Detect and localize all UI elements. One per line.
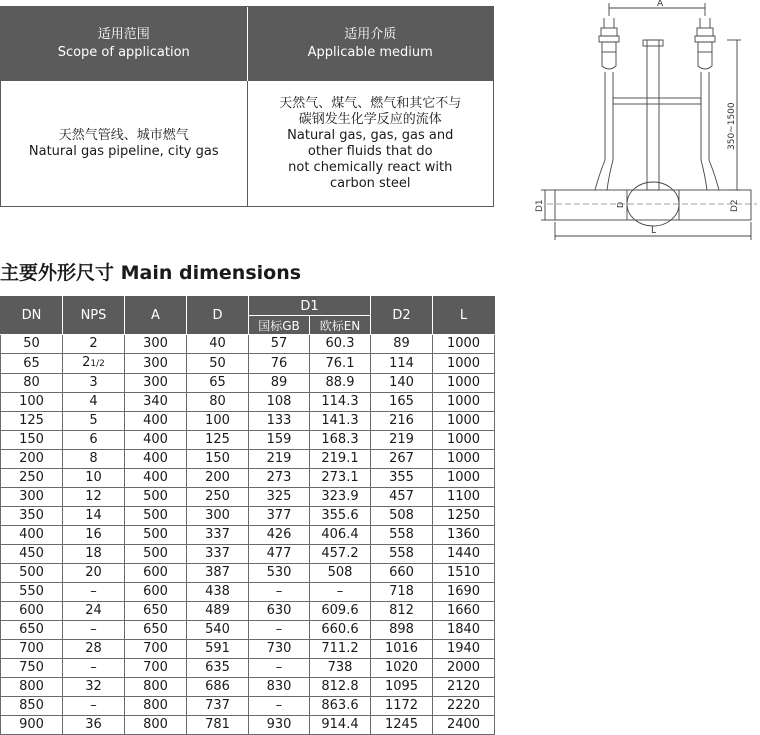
cell-nps: 14 xyxy=(63,507,125,526)
cell-d1-en: 508 xyxy=(310,564,371,583)
cell-dn: 650 xyxy=(1,621,63,640)
cell-d2: 1172 xyxy=(371,697,433,716)
cell-d1-en: 76.1 xyxy=(310,354,371,374)
cell-l: 1000 xyxy=(433,450,495,469)
cell-d2: 114 xyxy=(371,354,433,374)
cell-d1-en: 738 xyxy=(310,659,371,678)
cell-nps: 5 xyxy=(63,412,125,431)
cell-d2: 219 xyxy=(371,431,433,450)
section-title: 主要外形尺寸 Main dimensions xyxy=(0,262,302,284)
application-header-row xyxy=(1,7,493,81)
cell-d: 50 xyxy=(187,354,249,374)
cell-d: 591 xyxy=(187,640,249,659)
cell-nps: 21/2 xyxy=(63,354,125,374)
table-row xyxy=(1,602,495,621)
table-row xyxy=(1,354,495,374)
dim-d2-label: D2 xyxy=(730,199,740,212)
cell-d1-gb: 325 xyxy=(249,488,310,507)
cell-l: 1100 xyxy=(433,488,495,507)
cell-d2: 1095 xyxy=(371,678,433,697)
table-row xyxy=(1,678,495,697)
dim-a-label: A xyxy=(657,0,664,9)
cell-d2: 457 xyxy=(371,488,433,507)
cell-nps: – xyxy=(63,697,125,716)
cell-d1-gb: 730 xyxy=(249,640,310,659)
header-dn: DN xyxy=(1,297,63,335)
cell-d2: 355 xyxy=(371,469,433,488)
cell-d1-gb: 477 xyxy=(249,545,310,564)
cell-d: 100 xyxy=(187,412,249,431)
dimensions-table xyxy=(0,296,495,735)
cell-a: 650 xyxy=(125,602,187,621)
cell-l: 1690 xyxy=(433,583,495,602)
valve-drawing xyxy=(527,0,760,245)
cell-a: 300 xyxy=(125,335,187,354)
cell-d2: 812 xyxy=(371,602,433,621)
cell-l: 2220 xyxy=(433,697,495,716)
cell-a: 800 xyxy=(125,678,187,697)
application-body-row xyxy=(1,81,493,206)
cell-d1-en: 60.3 xyxy=(310,335,371,354)
cell-a: 400 xyxy=(125,431,187,450)
cell-a: 300 xyxy=(125,354,187,374)
table-row xyxy=(1,526,495,545)
cell-dn: 200 xyxy=(1,450,63,469)
header-a: A xyxy=(125,297,187,335)
cell-nps: – xyxy=(63,621,125,640)
cell-dn: 500 xyxy=(1,564,63,583)
table-row xyxy=(1,488,495,507)
cell-a: 700 xyxy=(125,640,187,659)
medium-header xyxy=(247,7,494,81)
cell-l: 2120 xyxy=(433,678,495,697)
cell-d: 387 xyxy=(187,564,249,583)
cell-d2: 558 xyxy=(371,526,433,545)
scope-value-en: Natural gas pipeline, city gas xyxy=(28,143,219,159)
header-d2: D2 xyxy=(371,297,433,335)
cell-d2: 508 xyxy=(371,507,433,526)
table-row xyxy=(1,450,495,469)
dim-range-label: 350~1500 xyxy=(727,102,737,150)
table-row xyxy=(1,545,495,564)
scope-header-cn: 适用范围 xyxy=(97,27,150,42)
medium-value xyxy=(247,81,494,206)
cell-d1-gb: 108 xyxy=(249,393,310,412)
cell-dn: 50 xyxy=(1,335,63,354)
cell-a: 800 xyxy=(125,716,187,735)
cell-d1-en: 273.1 xyxy=(310,469,371,488)
table-row xyxy=(1,659,495,678)
cell-nps: 16 xyxy=(63,526,125,545)
medium-header-en: Applicable medium xyxy=(307,45,433,60)
cell-a: 300 xyxy=(125,374,187,393)
cell-d: 200 xyxy=(187,469,249,488)
table-row xyxy=(1,583,495,602)
cell-nps: 8 xyxy=(63,450,125,469)
cell-dn: 550 xyxy=(1,583,63,602)
scope-value xyxy=(1,81,247,206)
cell-l: 1660 xyxy=(433,602,495,621)
cell-dn: 750 xyxy=(1,659,63,678)
cell-d: 781 xyxy=(187,716,249,735)
cell-nps: 4 xyxy=(63,393,125,412)
cell-dn: 250 xyxy=(1,469,63,488)
cell-d1-gb: 530 xyxy=(249,564,310,583)
cell-l: 1000 xyxy=(433,393,495,412)
cell-dn: 600 xyxy=(1,602,63,621)
cell-d1-en: – xyxy=(310,583,371,602)
header-d1-gb: 国标GB xyxy=(249,316,310,335)
cell-d2: 216 xyxy=(371,412,433,431)
cell-d2: 267 xyxy=(371,450,433,469)
table-row xyxy=(1,374,495,393)
cell-d: 635 xyxy=(187,659,249,678)
cell-dn: 80 xyxy=(1,374,63,393)
table-row xyxy=(1,393,495,412)
cell-d1-gb: – xyxy=(249,583,310,602)
cell-dn: 300 xyxy=(1,488,63,507)
cell-l: 1840 xyxy=(433,621,495,640)
cell-nps: – xyxy=(63,583,125,602)
cell-d1-gb: 630 xyxy=(249,602,310,621)
cell-d2: 140 xyxy=(371,374,433,393)
cell-a: 400 xyxy=(125,450,187,469)
cell-d: 489 xyxy=(187,602,249,621)
cell-l: 1000 xyxy=(433,431,495,450)
scope-header-en: Scope of application xyxy=(57,45,190,60)
scope-value-cn: 天然气管线、城市燃气 xyxy=(58,127,189,143)
cell-d1-en: 406.4 xyxy=(310,526,371,545)
cell-l: 1000 xyxy=(433,335,495,354)
table-row xyxy=(1,431,495,450)
cell-d1-gb: 426 xyxy=(249,526,310,545)
cell-nps: 36 xyxy=(63,716,125,735)
cell-dn: 150 xyxy=(1,431,63,450)
cell-d2: 89 xyxy=(371,335,433,354)
cell-d2: 660 xyxy=(371,564,433,583)
cell-dn: 65 xyxy=(1,354,63,374)
cell-dn: 800 xyxy=(1,678,63,697)
cell-d1-en: 355.6 xyxy=(310,507,371,526)
cell-d: 686 xyxy=(187,678,249,697)
dim-d1-label: D1 xyxy=(535,199,545,212)
cell-nps: 2 xyxy=(63,335,125,354)
header-d1: D1 xyxy=(249,297,371,316)
medium-value-cn-1: 天然气、煤气、燃气和其它不与 xyxy=(279,95,462,111)
cell-a: 500 xyxy=(125,545,187,564)
cell-nps: 32 xyxy=(63,678,125,697)
cell-d2: 165 xyxy=(371,393,433,412)
cell-d1-en: 812.8 xyxy=(310,678,371,697)
cell-d: 737 xyxy=(187,697,249,716)
table-row xyxy=(1,697,495,716)
cell-d1-en: 219.1 xyxy=(310,450,371,469)
table-row xyxy=(1,621,495,640)
scope-header xyxy=(1,7,247,81)
medium-value-en-2: other fluids that do xyxy=(307,143,433,159)
cell-d: 150 xyxy=(187,450,249,469)
cell-l: 1000 xyxy=(433,354,495,374)
cell-l: 1940 xyxy=(433,640,495,659)
cell-nps: – xyxy=(63,659,125,678)
cell-l: 1000 xyxy=(433,469,495,488)
cell-d2: 558 xyxy=(371,545,433,564)
cell-d: 540 xyxy=(187,621,249,640)
cell-d1-en: 323.9 xyxy=(310,488,371,507)
cell-nps: 24 xyxy=(63,602,125,621)
table-row xyxy=(1,640,495,659)
cell-d: 300 xyxy=(187,507,249,526)
medium-value-en-4: carbon steel xyxy=(329,175,411,191)
cell-d1-gb: 76 xyxy=(249,354,310,374)
header-nps: NPS xyxy=(63,297,125,335)
cell-a: 500 xyxy=(125,507,187,526)
cell-d: 65 xyxy=(187,374,249,393)
cell-l: 1250 xyxy=(433,507,495,526)
cell-l: 1000 xyxy=(433,412,495,431)
cell-d1-gb: 89 xyxy=(249,374,310,393)
cell-a: 400 xyxy=(125,412,187,431)
cell-d: 438 xyxy=(187,583,249,602)
cell-d1-gb: 930 xyxy=(249,716,310,735)
cell-d: 40 xyxy=(187,335,249,354)
cell-d: 337 xyxy=(187,526,249,545)
cell-a: 340 xyxy=(125,393,187,412)
cell-d1-en: 660.6 xyxy=(310,621,371,640)
cell-a: 600 xyxy=(125,564,187,583)
cell-d2: 1016 xyxy=(371,640,433,659)
cell-nps: 18 xyxy=(63,545,125,564)
table-row xyxy=(1,564,495,583)
dim-d-label: D xyxy=(616,201,625,208)
cell-d1-gb: 57 xyxy=(249,335,310,354)
cell-d1-gb: – xyxy=(249,697,310,716)
cell-a: 700 xyxy=(125,659,187,678)
cell-nps: 3 xyxy=(63,374,125,393)
cell-d1-en: 863.6 xyxy=(310,697,371,716)
cell-dn: 350 xyxy=(1,507,63,526)
cell-d1-en: 609.6 xyxy=(310,602,371,621)
cell-d: 337 xyxy=(187,545,249,564)
cell-nps: 6 xyxy=(63,431,125,450)
cell-d1-en: 711.2 xyxy=(310,640,371,659)
cell-a: 500 xyxy=(125,488,187,507)
cell-d1-gb: – xyxy=(249,659,310,678)
header-d: D xyxy=(187,297,249,335)
dim-l-label: L xyxy=(651,226,657,236)
cell-d1-gb: – xyxy=(249,621,310,640)
cell-nps: 28 xyxy=(63,640,125,659)
cell-d1-en: 88.9 xyxy=(310,374,371,393)
cell-d1-en: 141.3 xyxy=(310,412,371,431)
cell-d2: 718 xyxy=(371,583,433,602)
cell-d1-gb: 377 xyxy=(249,507,310,526)
medium-value-en-3: not chemically react with xyxy=(288,159,453,175)
medium-header-cn: 适用介质 xyxy=(344,27,397,42)
table-row xyxy=(1,469,495,488)
cell-d1-gb: 133 xyxy=(249,412,310,431)
cell-l: 1000 xyxy=(433,374,495,393)
cell-d2: 1020 xyxy=(371,659,433,678)
cell-l: 2000 xyxy=(433,659,495,678)
cell-d1-en: 114.3 xyxy=(310,393,371,412)
table-row xyxy=(1,507,495,526)
cell-l: 1440 xyxy=(433,545,495,564)
cell-dn: 125 xyxy=(1,412,63,431)
cell-d1-en: 168.3 xyxy=(310,431,371,450)
cell-a: 400 xyxy=(125,469,187,488)
cell-a: 800 xyxy=(125,697,187,716)
cell-dn: 100 xyxy=(1,393,63,412)
cell-l: 1510 xyxy=(433,564,495,583)
cell-a: 650 xyxy=(125,621,187,640)
cell-d2: 898 xyxy=(371,621,433,640)
cell-d2: 1245 xyxy=(371,716,433,735)
cell-a: 600 xyxy=(125,583,187,602)
dimensions-body xyxy=(1,335,495,735)
cell-nps: 20 xyxy=(63,564,125,583)
cell-dn: 400 xyxy=(1,526,63,545)
medium-value-en-1: Natural gas, gas, gas and xyxy=(287,127,454,143)
header-d1-en: 欧标EN xyxy=(310,316,371,335)
cell-d1-en: 457.2 xyxy=(310,545,371,564)
cell-dn: 900 xyxy=(1,716,63,735)
cell-d1-gb: 830 xyxy=(249,678,310,697)
cell-a: 500 xyxy=(125,526,187,545)
application-table xyxy=(0,6,494,207)
header-l: L xyxy=(433,297,495,335)
medium-value-cn-2: 碳钢发生化学反应的流体 xyxy=(298,111,442,127)
cell-dn: 450 xyxy=(1,545,63,564)
cell-d: 80 xyxy=(187,393,249,412)
nps-fraction: 1/2 xyxy=(90,359,105,369)
cell-d1-gb: 219 xyxy=(249,450,310,469)
table-row xyxy=(1,335,495,354)
cell-nps: 12 xyxy=(63,488,125,507)
cell-l: 2400 xyxy=(433,716,495,735)
cell-dn: 850 xyxy=(1,697,63,716)
table-row xyxy=(1,412,495,431)
cell-l: 1360 xyxy=(433,526,495,545)
cell-dn: 700 xyxy=(1,640,63,659)
cell-d: 250 xyxy=(187,488,249,507)
cell-d1-gb: 273 xyxy=(249,469,310,488)
cell-d1-gb: 159 xyxy=(249,431,310,450)
cell-d: 125 xyxy=(187,431,249,450)
cell-d1-en: 914.4 xyxy=(310,716,371,735)
cell-nps: 10 xyxy=(63,469,125,488)
